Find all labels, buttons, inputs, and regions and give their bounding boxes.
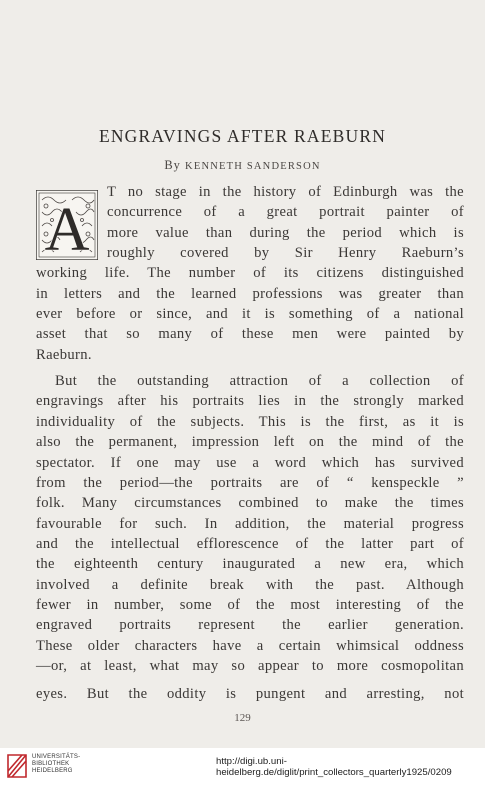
library-name-line3: HEIDELBERG <box>32 768 73 774</box>
body-text-line: working life. The number of its citizens distinguished <box>36 265 464 281</box>
body-text-line: These older characters have a certain whimsical oddness <box>36 638 464 654</box>
svg-text:A: A <box>44 196 90 260</box>
body-text-line: spectator. If one may use a word which has survived <box>36 455 464 471</box>
body-text-line: roughly covered by Sir Henry Raeburn’s <box>107 245 464 261</box>
body-text-line: and the intellectual efflorescence of the latter part of <box>36 536 464 552</box>
body-text-line: individuality of the subjects. This is the first, as it is <box>36 414 464 430</box>
body-text-line: —or, at least, what may so appear to more cosmopolitan <box>36 658 464 674</box>
article-title: ENGRAVINGS AFTER RAEBURN <box>98 126 387 146</box>
body-text-line: ever before or since, and it is something of a national <box>36 306 464 322</box>
page-number: 129 <box>234 712 251 724</box>
body-text-line: concurrence of a great portrait painter of <box>107 204 464 220</box>
byline <box>0 158 485 173</box>
body-text-line: But the outstanding attraction of a collection of <box>55 373 464 389</box>
body-text-line: the eighteenth century inaugurated a new era, which <box>36 556 464 572</box>
byline-prefix: By <box>164 158 181 172</box>
byline-author: KENNETH SANDERSON <box>185 161 321 172</box>
body-text-line: in letters and the learned professions was greater than <box>36 286 464 302</box>
body-text-line: fewer in number, some of the most interesting of the <box>36 597 464 613</box>
dropcap-letter-a <box>36 190 98 260</box>
body-text-line: more value than during the period which is <box>107 225 464 241</box>
source-url-link[interactable]: http://digi.ub.uni-heidelberg.de/diglit/print_collectors_quarterly1925/0209 <box>216 756 452 778</box>
body-text-line: eyes. But the oddity is pungent and arresting, not <box>36 686 464 702</box>
body-text-line: asset that so many of these men were painted by <box>36 326 464 342</box>
body-text-line: folk. Many circumstances combined to make the times <box>36 495 464 511</box>
body-text-line: from the period—the portraits are of “ kenspeckle ” <box>36 475 464 491</box>
university-library-logo-icon <box>6 753 28 779</box>
footer-bar <box>0 748 485 785</box>
library-name-line2: BIBLIOTHEK <box>32 761 70 767</box>
body-text-line: engravings after his portraits lies in the strongly marked <box>36 393 464 409</box>
body-text-line: involved a definite break with the past. Although <box>36 577 464 593</box>
library-name-line1: UNIVERSITÄTS- <box>32 754 81 760</box>
body-text-line: Raeburn. <box>36 347 92 363</box>
body-text-line: also the permanent, impression left on the mind of the <box>36 434 464 450</box>
body-text-line: T no stage in the history of Edinburgh was the <box>107 184 464 200</box>
body-text-line: engraved portraits represent the earlier generation. <box>36 617 464 633</box>
body-text-line: favourable for such. In addition, the material progress <box>36 516 464 532</box>
